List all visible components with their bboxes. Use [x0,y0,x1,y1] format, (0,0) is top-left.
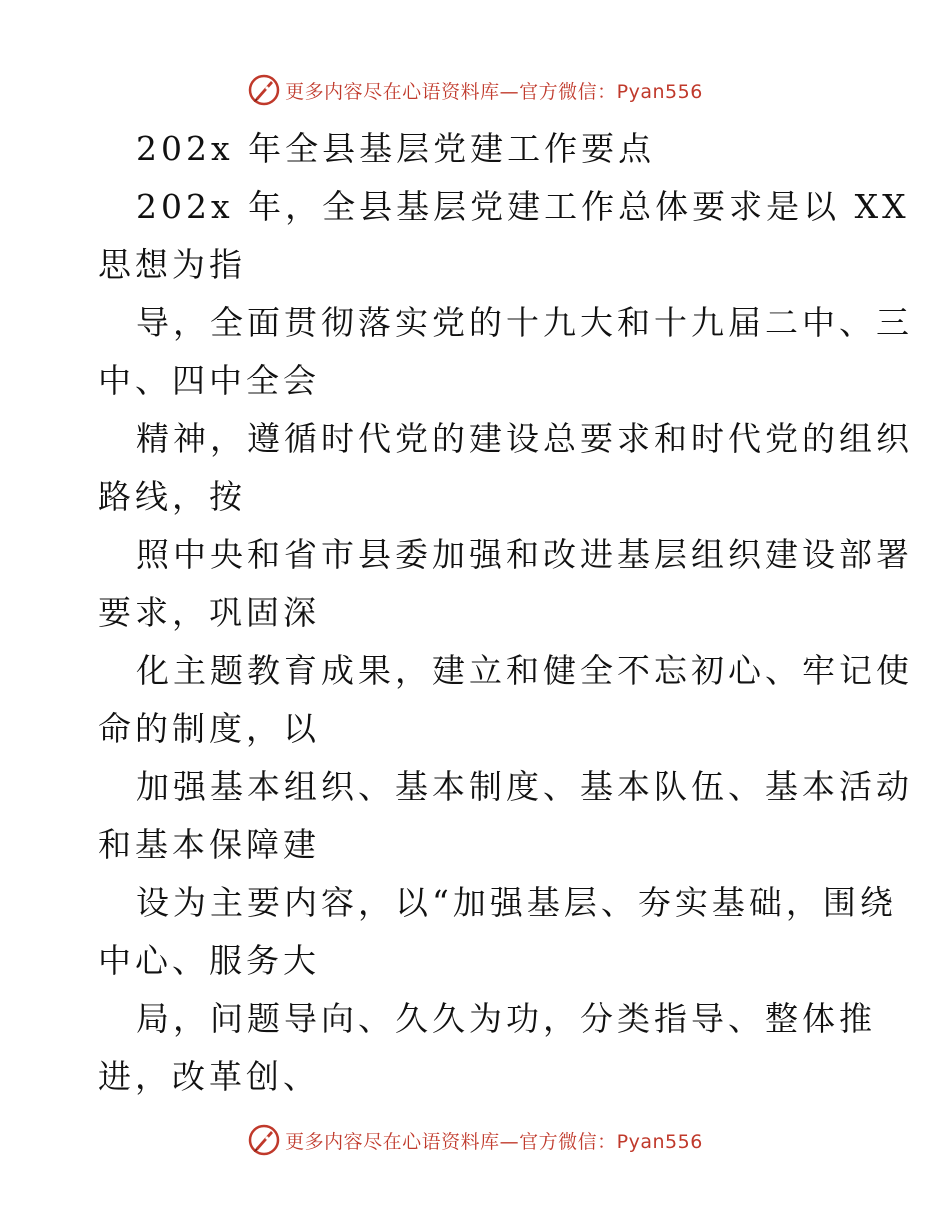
paragraph-line: 中心、服务大 [98,941,320,980]
header-watermark-text [285,77,703,104]
quill-pen-logo-icon [247,73,281,107]
paragraph-line: 进，改革创、 [98,1057,320,1096]
paragraph-line: 命的制度，以 [98,709,320,748]
document-body [98,120,913,1106]
watermark-handle: Pyan556 [616,80,703,103]
paragraph-line: 中、四中全会 [98,361,320,400]
paragraph-line: 路线，按 [98,477,246,516]
paragraph-line: 思想为指 [98,245,246,284]
paragraph-line: 202x 年，全县基层党建工作总体要求是以 XX [136,187,910,226]
quill-pen-logo-icon [247,1123,281,1157]
paragraph-line: 导，全面贯彻落实党的十九大和十九届二中、三 [136,303,913,342]
paragraph-line: 和基本保障建 [98,825,320,864]
watermark-label: 更多内容尽在心语资料库—官方微信： [285,80,617,103]
watermark-handle: Pyan556 [616,1130,703,1153]
footer-watermark-banner [0,1120,950,1160]
paragraph-line: 设为主要内容，以“加强基层、夯实基础，围绕 [136,883,897,922]
paragraph-line: 要求，巩固深 [98,593,320,632]
header-watermark-banner [0,70,950,110]
paragraph-line: 照中央和省市县委加强和改进基层组织建设部署 [136,535,913,574]
footer-watermark-text [285,1127,703,1154]
paragraph-line: 加强基本组织、基本制度、基本队伍、基本活动 [136,767,913,806]
watermark-label: 更多内容尽在心语资料库—官方微信： [285,1130,617,1153]
document-title: 202x 年全县基层党建工作要点 [136,129,656,168]
paragraph-line: 局，问题导向、久久为功，分类指导、整体推 [136,999,876,1038]
paragraph-line: 精神，遵循时代党的建设总要求和时代党的组织 [136,419,913,458]
paragraph-line: 化主题教育成果，建立和健全不忘初心、牢记使 [136,651,913,690]
